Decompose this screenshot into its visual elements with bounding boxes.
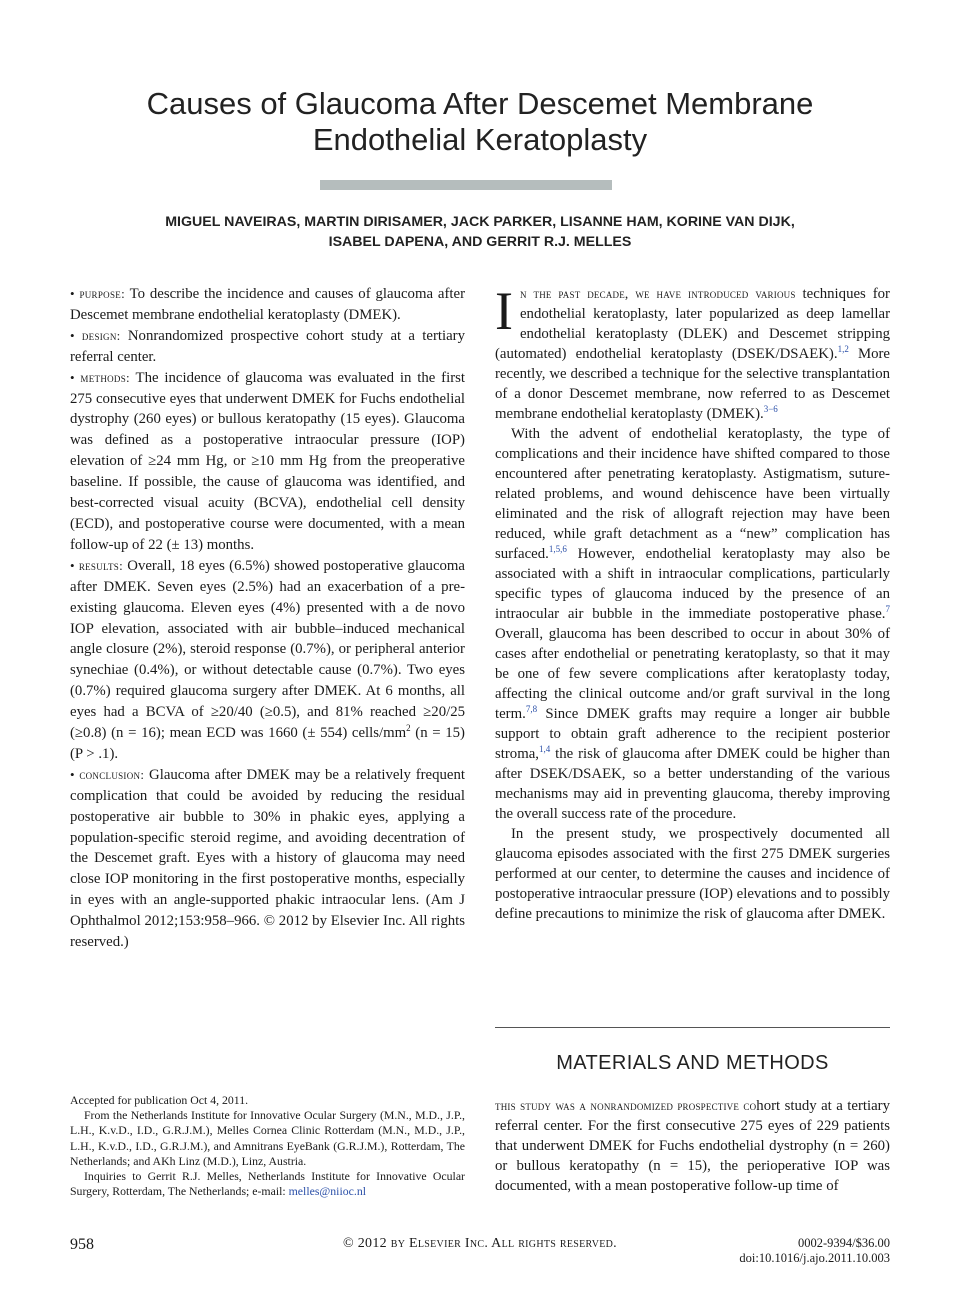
results-label: results: [78, 557, 124, 573]
intro-paragraph-1 [495, 281, 890, 424]
conclusion-text: Glaucoma after DMEK may be a relatively frequent complication that could be avoided by reducing the residual postoperative air bubble to 30% in phakic eyes, applying a population-specific steroid regime, and avoiding decentration of the Descemet graft. Eyes with a history of glaucoma may need close IOP monitoring in the first postoperative months, especially in eyes with an angle-supported phakic intraocular lens. (Am J Ophthalmol 2012;153:958–966. © 2012 by Elsevier Inc. All rights reserved.) [70, 766, 465, 951]
abstract-methods: • methods: The incidence of glaucoma was evaluated in the first 275 consecutive eyes that underwent DMEK for Fuchs endothelial dystrophy (260 eyes) or bullous keratopathy (15 eyes). Glaucoma was defined as a postoperative intraocular pressure (IOP) elevation of ≥24 mm Hg, or ≥10 mm Hg from the preoperative baseline. If possible, the cause of glaucoma was identified, and best-corrected visual acuity (BCVA), endothelial cell density (ECD), and postoperative course were documented, with a mean follow-up of 22 (± 13) months. [70, 369, 465, 553]
article-title [0, 86, 960, 158]
doi: doi:10.1016/j.ajo.2011.10.003 [739, 1251, 890, 1265]
title-line-1: Causes of Glaucoma After Descemet Membrane [146, 86, 814, 121]
citation-link[interactable]: 1,2 [837, 344, 849, 355]
abstract-results: • results: Overall, 18 eyes (6.5%) showed postoperative glaucoma after DMEK. Seven eyes (2.5%) had an exacerbation of a pre-existing glaucoma. Eleven eyes (4%) presented with a de novo IOP elevation, associated with air bubble–induced mechanical angle closure (2%), steroid response (0.7%), or peripheral anterior synechiae (0.4%), or without detectable cause (0.7%). Two eyes (0.7%) required glaucoma surgery after DMEK. At 6 months, all eyes had a BCVA of ≥20/40 (≥0.5), and 81% reached ≥20/25 (≥0.8) (n = 16); mean ECD was 1660 (± 554) cells/$mm^2$ (n = 15) (P > .1). [70, 557, 465, 762]
issn-doi [739, 1236, 890, 1266]
methods-label: methods: [80, 369, 130, 385]
intro-p1-text-a: techniques for endothelial keratoplasty, later popularized as deep lamellar endothelial keratoplasty (DLEK) and Descemet stripping (automated) endothelial keratoplasty (DSEK/DSAEK). [495, 286, 890, 362]
inquiries-text: Inquiries to Gerrit R.J. Melles, Netherlands Institute for Innovative Ocular Surgery, Rotterdam, The Netherlands; e-mail: [70, 1169, 465, 1199]
abstract-design: • design: Nonrandomized prospective cohort study at a tertiary referral center. [70, 327, 465, 365]
citation-link[interactable]: 7 [885, 604, 890, 615]
intro-p1-text-b: More recently, we described a technique for the selective transplantation of a donor Descemet membrane, now referred to as Descemet membrane endothelial keratoplasty (DMEK). [495, 346, 890, 422]
citation-link[interactable]: 3−6 [763, 404, 778, 415]
author-list [80, 212, 880, 252]
intro-lead-in: n the past decade, we have introduced various [519, 286, 796, 301]
affiliation-note: From the Netherlands Institute for Innovative Ocular Surgery (M.N., M.D., J.P., L.H., K.v.D., I.D., G.R.J.M.), Melles Cornea Clinic Rotterdam (M.N., M.D., J.P., L.H., K.v.D., I.D., G.R.J.M.), and Amnitrans EyeBank (G.R.J.M.), Rotterdam, The Netherlands; and AKh Linz (M.D.), Linz, Austria. [70, 1108, 465, 1168]
citation-link[interactable]: 1,4 [538, 744, 551, 755]
intro-p2-text-d: Since DMEK grafts may require a longer air bubble support to obtain graft adherence to the recipient posterior stroma, [495, 706, 890, 762]
copyright-notice: © 2012 by Elsevier Inc. All rights reserved. [343, 1236, 617, 1251]
results-text-a: Overall, 18 eyes (6.5%) showed postoperative glaucoma after DMEK. Seven eyes (2.5%) had an exacerbation of a pre-existing glaucoma. Eleven eyes (4%) presented with a de novo IOP elevation, associated with air bubble–induced mechanical angle closure (2%), steroid response (0.7%), or peripheral anterior synechiae (0.4%), or without detectable cause (0.7%). Two eyes (0.7%) required glaucoma surgery after DMEK. At 6 months, all eyes had a BCVA of ≥20/40 (≥0.5), and 81% reached ≥20/25 (≥0.8) (n = 16); mean ECD was 1660 (± 554) cells/mm [70, 557, 465, 742]
issn: 0002-9394/$36.00 [797, 1236, 890, 1250]
intro-p2-text-a: With the advent of endothelial keratoplasty, the type of complications and their incidence have shifted compared to those encountered after penetrating keratoplasty. Astigmatism, suture-related problems, and wound dehiscence have been virtually eliminated and the risk of allograft rejection may have been reduced, while graft detachment as a “new” complication has surfaced. [495, 426, 890, 562]
methods-body-text: hort study at a tertiary referral center. For the first consecutive 275 eyes of 229 patients that underwent DMEK for Fuchs endothelial dystrophy (n = 260) or bullous keratopathy (n = 15), the perioperative IOP was documented, with a mean postoperative follow-up time of [495, 1098, 890, 1194]
introduction [495, 281, 890, 924]
citation-link[interactable]: 1,5,6 [548, 544, 567, 555]
abstract-purpose: • purpose: To describe the incidence and causes of glaucoma after Descemet membrane endothelial keratoplasty (DMEK). [70, 286, 465, 323]
authors-line-2: ISABEL DAPENA, AND GERRIT R.J. MELLES [328, 234, 632, 250]
title-accent-bar [320, 180, 612, 190]
abstract-conclusion: • conclusion: Glaucoma after DMEK may be a relatively frequent complication that could be avoided by reducing the residual postoperative air bubble to 30% in phakic eyes, applying a population-specific steroid regime, and avoiding decentration of the Descemet graft. Eyes with a history of glaucoma may need close IOP monitoring in the first postoperative months, especially in eyes with an angle-supported phakic intraocular lens. (Am J Ophthalmol 2012;153:958–966. © 2012 by Elsevier Inc. All rights reserved.) [70, 766, 465, 951]
abstract [70, 284, 465, 953]
inquiries-note [70, 1169, 465, 1199]
design-text: Nonrandomized prospective cohort study at a tertiary referral center. [70, 327, 465, 365]
intro-p2-text-b: However, endothelial keratoplasty may also be associated with a shift in intraocular complications, particularly specific types of glaucoma induced by the presence of an intraocular air bubble in the immediate postoperative phase. [495, 546, 890, 622]
authors-line-1: MIGUEL NAVEIRAS, MARTIN DIRISAMER, JACK PARKER, LISANNE HAM, KORINE VAN DIJK, [165, 214, 795, 230]
methods-lead-in: this study was a nonrandomized prospective co [495, 1098, 757, 1113]
purpose-text: To describe the incidence and causes of glaucoma after Descemet membrane endothelial keratoplasty (DMEK). [70, 286, 465, 323]
intro-p2-text-c: Overall, glaucoma has been described to occur in about 30% of cases after endothelial or penetrating keratoplasty, so that it may be one of few severe complications after keratoplasty today, affecting the clinical outcome and/or graft survival in the long term. [495, 626, 890, 722]
page-number: 958 [70, 1236, 94, 1253]
design-label: design: [81, 327, 121, 343]
email-link[interactable]: melles@niioc.nl [288, 1184, 366, 1199]
accepted-note: Accepted for publication Oct 4, 2011. [70, 1093, 249, 1107]
methods-text: The incidence of glaucoma was evaluated in the first 275 consecutive eyes that underwent DMEK for Fuchs endothelial dystrophy (260 eyes) or bullous keratopathy (15 eyes). Glaucoma was defined as a postoperative intraocular pressure (IOP) elevation of ≥24 mm Hg, or ≥10 mm Hg from the preoperative baseline. If possible, the cause of glaucoma was identified, and best-corrected visual acuity (BCVA), endothelial cell density (ECD), and postoperative course were documented, with a mean follow-up of 22 (± 13) months. [70, 369, 465, 553]
methods-body [495, 1096, 890, 1196]
results-text-b: (n = 15) (P > .1). [70, 725, 465, 762]
title-line-2: Endothelial Keratoplasty [312, 122, 648, 157]
section-divider [495, 1027, 890, 1028]
conclusion-label: conclusion: [79, 766, 145, 782]
results-sup: 2 [406, 723, 411, 734]
intro-paragraph-3: In the present study, we prospectively documented all glaucoma episodes associated with the first 275 DMEK surgeries performed at our center, to determine the causes and incidence of postoperative intraocular pressure (IOP) elevations and to possibly define precautions to minimize the risk of glaucoma after DMEK. [495, 826, 890, 922]
section-heading: MATERIALS AND METHODS [556, 1052, 829, 1074]
drop-cap: I [495, 281, 513, 341]
intro-p2-text-e: the risk of glaucoma after DMEK could be higher than after DSEK/DSAEK, so a better understanding of the various mechanisms may aid in preventing glaucoma, thereby improving the overall success rate of the procedure. [495, 746, 890, 822]
citation-link[interactable]: 7,8 [525, 704, 538, 715]
intro-paragraph-2 [495, 424, 890, 824]
purpose-label: purpose: [79, 286, 125, 301]
article-footnote [70, 1093, 465, 1199]
